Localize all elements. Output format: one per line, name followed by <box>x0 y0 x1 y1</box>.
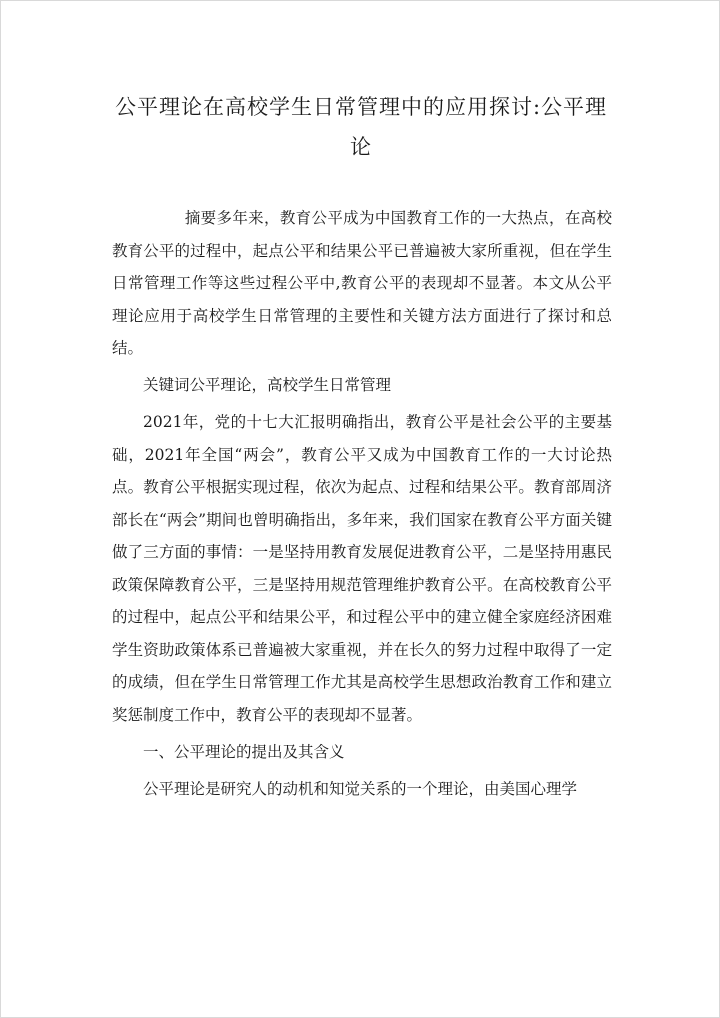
keywords-paragraph: 关键词公平理论，高校学生日常管理 <box>143 376 392 394</box>
body-paragraph: 2021年，党的十七大汇报明确指出，教育公平是社会公平的主要基础，2021年全国“两会”，教育公平又成为中国教育工作的一大讨论热点。教育公平根据实现过程，依次为起点、过程和结果公平。教育部周济部长在“两会”期间也曾明确指出，多年来，我们国家在教育公平方面关键做了三方面的事情：一是坚持用教育发展促进教育公平，二是坚持用惠民政策保障教育公平，三是坚持用规范管理维护教育公平。在高校教育公平的过程中，起点公平和结果公平，和过程公平中的建立健全家庭经济困难学生资助政策体系已普遍被大家重视，并在长久的努力过程中取得了一定的成绩，但在学生日常管理工作尤其是高校学生思想政治教育工作和建立奖惩制度工作中，教育公平的表现却不显著。 <box>112 413 612 724</box>
document-title: 公平理论在高校学生日常管理中的应用探讨:公平理论 <box>114 95 608 159</box>
section-heading: 一、公平理论的提出及其含义 <box>143 742 345 761</box>
body-paragraph-last: 公平理论是研究人的动机和知觉关系的一个理论，由美国心理学 <box>143 779 578 798</box>
document-body <box>112 202 612 810</box>
abstract-paragraph: 摘要多年来，教育公平成为中国教育工作的一大热点，在高校教育公平的过程中，起点公平和结果公平已普遍被大家所重视，但在学生日常管理工作等这些过程公平中,教育公平的表现却不显著。本文从公平理论应用于高校学生日常管理的主要性和关键方法方面进行了探讨和总结。 <box>112 209 612 357</box>
